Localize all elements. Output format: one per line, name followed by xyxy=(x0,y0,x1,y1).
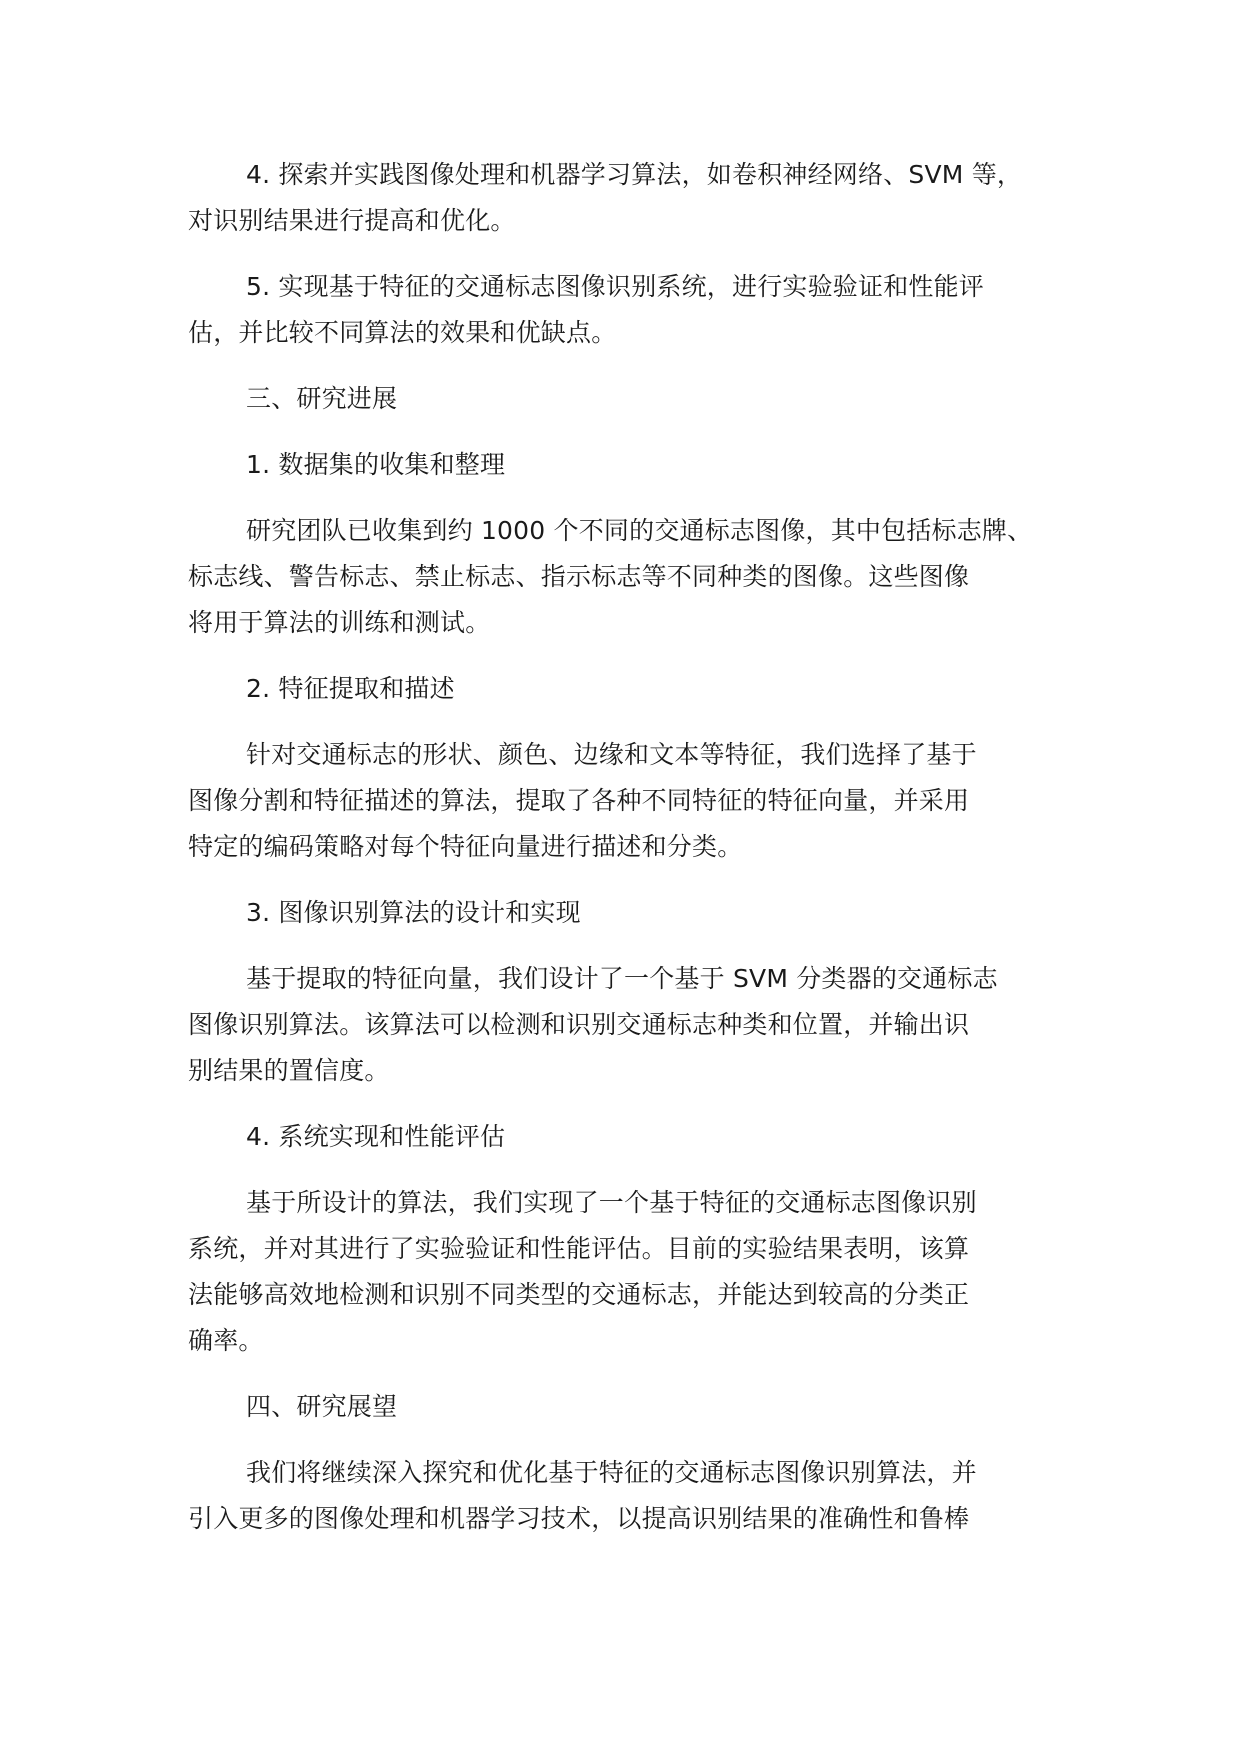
text-line: 别结果的置信度。 xyxy=(188,1056,390,1085)
text-line: 4. 探索并实践图像处理和机器学习算法，如卷积神经网络、SVM 等， xyxy=(246,160,1023,189)
text-line: 标志线、警告标志、禁止标志、指示标志等不同种类的图像。这些图像 xyxy=(188,562,970,591)
section-heading: 四、研究展望 xyxy=(246,1392,398,1421)
text-line: 基于提取的特征向量，我们设计了一个基于 SVM 分类器的交通标志 xyxy=(246,964,998,993)
section-heading: 三、研究进展 xyxy=(246,384,398,413)
text-line: 针对交通标志的形状、颜色、边缘和文本等特征，我们选择了基于 xyxy=(246,740,977,769)
text-line: 确率。 xyxy=(188,1326,264,1355)
text-line: 图像分割和特征描述的算法，提取了各种不同特征的特征向量，并采用 xyxy=(188,786,970,815)
text-line: 将用于算法的训练和测试。 xyxy=(188,608,491,637)
text-line: 图像识别算法。该算法可以检测和识别交通标志种类和位置，并输出识 xyxy=(188,1010,970,1039)
text-line: 系统，并对其进行了实验验证和性能评估。目前的实验结果表明，该算 xyxy=(188,1234,970,1263)
text-line: 引入更多的图像处理和机器学习技术，以提高识别结果的准确性和鲁棒 xyxy=(188,1504,970,1533)
subsection-heading: 3. 图像识别算法的设计和实现 xyxy=(246,898,581,927)
text-line: 我们将继续深入探究和优化基于特征的交通标志图像识别算法，并 xyxy=(246,1458,977,1487)
text-line: 法能够高效地检测和识别不同类型的交通标志，并能达到较高的分类正 xyxy=(188,1280,970,1309)
text-line: 研究团队已收集到约 1000 个不同的交通标志图像，其中包括标志牌、 xyxy=(246,516,1033,545)
subsection-heading: 1. 数据集的收集和整理 xyxy=(246,450,506,479)
text-line: 特定的编码策略对每个特征向量进行描述和分类。 xyxy=(188,832,743,861)
subsection-heading: 4. 系统实现和性能评估 xyxy=(246,1122,506,1151)
text-line: 估，并比较不同算法的效果和优缺点。 xyxy=(188,318,617,347)
text-line: 5. 实现基于特征的交通标志图像识别系统，进行实验验证和性能评 xyxy=(246,272,985,301)
text-line: 基于所设计的算法，我们实现了一个基于特征的交通标志图像识别 xyxy=(246,1188,977,1217)
subsection-heading: 2. 特征提取和描述 xyxy=(246,674,455,703)
text-line: 对识别结果进行提高和优化。 xyxy=(188,206,516,235)
